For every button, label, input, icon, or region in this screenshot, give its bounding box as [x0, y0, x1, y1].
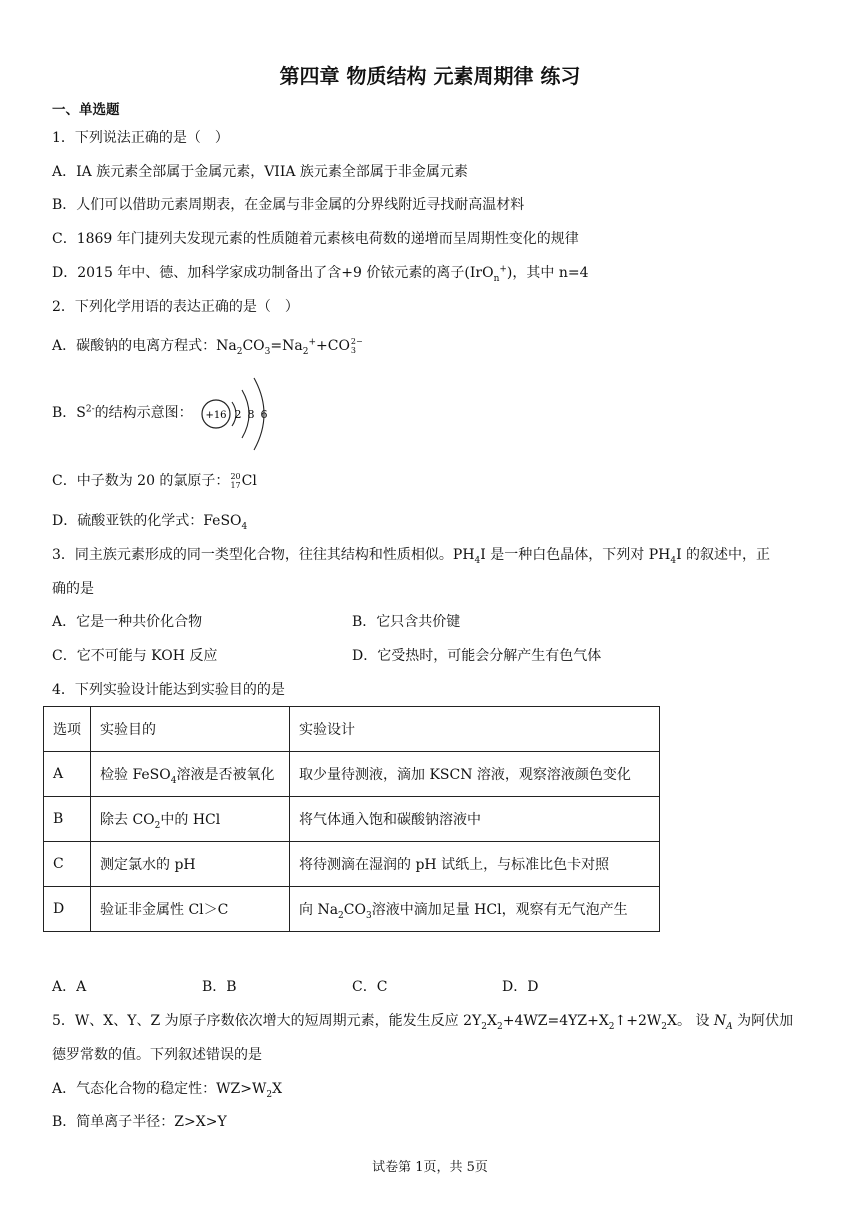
row-option: A [44, 752, 91, 797]
section-heading: 一、单选题 [52, 102, 120, 118]
page-title: 第四章 物质结构 元素周期律 练习 [279, 64, 581, 88]
row-design: 将气体通入饱和碳酸钠溶液中 [290, 797, 660, 842]
q5-option-b: B．简单离子半径：Z>X>Y [52, 1114, 227, 1130]
q2-option-b: B．$S^{2-}$的结构示意图： [52, 404, 193, 421]
q1-stem: 1．下列说法正确的是（ ） [52, 130, 229, 146]
row-option: B [44, 797, 91, 842]
carbonate-charge: 2− 3 [350, 337, 363, 355]
page-footer: 试卷第 1页，共 5页 [372, 1160, 488, 1175]
q4-answer-b: B．B [202, 979, 237, 995]
header-goal: 实验目的 [91, 707, 290, 752]
row-design: 取少量待测液，滴加 KSCN 溶液，观察溶液颜色变化 [290, 752, 660, 797]
row-design: 将待测滴在湿润的 pH 试纸上，与标准比色卡对照 [290, 842, 660, 887]
shell-electrons-2: 8 [247, 408, 255, 421]
q1-option-d: D．2015 年中、德、加科学家成功制备出了含+9 价铱元素的离子(IrO$_n$+)，其中 n=4 [52, 264, 589, 284]
table-row [44, 887, 660, 932]
q5-option-a: A．气态化合物的稳定性：$WZ>W_2X$ [52, 1081, 283, 1100]
q2-option-d: D．硫酸亚铁的化学式：FeSO$_4$ [52, 513, 248, 532]
q2-option-a: A．碳酸钠的电离方程式：$Na_2CO_3=Na_2^++CO$ 2− 3 [52, 337, 363, 357]
shell-electrons-3: 6 [260, 408, 268, 421]
table-row [44, 752, 660, 797]
row-option: C [44, 842, 91, 887]
row-goal: 验证非金属性 Cl＞C [91, 887, 290, 932]
row-design: 向 $Na_2CO_3$溶液中滴加足量 HCl，观察有无气泡产生 [290, 887, 660, 932]
row-goal: 测定氯水的 pH [91, 842, 290, 887]
experiment-table [43, 706, 660, 932]
row-goal: 检验 FeSO$_4$溶液是否被氧化 [91, 752, 290, 797]
row-option: D [44, 887, 91, 932]
nucleus-charge: +16 [205, 410, 227, 421]
q3-option-b: B．它只含共价键 [352, 614, 461, 630]
table-row [44, 797, 660, 842]
table-header-row [44, 707, 660, 752]
q1-option-a: A．IA 族元素全部属于金属元素，VIIA 族元素全部属于非金属元素 [52, 164, 468, 180]
row-goal: 除去 $CO_2$中的 HCl [91, 797, 290, 842]
q1-option-b: B．人们可以借助元素周期表，在金属与非金属的分界线附近寻找耐高温材料 [52, 197, 525, 213]
shell-electrons-1: 2 [234, 408, 242, 421]
q4-answer-a: A．A [52, 979, 87, 995]
q3-option-c: C．它不可能与 KOH 反应 [52, 648, 218, 664]
table-row [44, 842, 660, 887]
q5-stem-line2: 德罗常数的值。下列叙述错误的是 [52, 1047, 262, 1063]
q3-stem-line1: 3．同主族元素形成的同一类型化合物，往往其结构和性质相似。$PH_4I$ 是一种白色晶体，下列对 $PH_4I$ 的叙述中，正 [52, 547, 771, 566]
header-option: 选项 [44, 707, 91, 752]
q2-stem: 2．下列化学用语的表达正确的是（ ） [52, 299, 299, 315]
q4-answer-c: C．C [352, 979, 388, 995]
header-design: 实验设计 [290, 707, 660, 752]
q5-stem-line1: 5．W、X、Y、Z 为原子序数依次增大的短周期元素，能发生反应 $2Y_2X_2+4WZ=4YZ+X_2↑+2W_2X$。 设 $N_A$ 为阿伏加 [52, 1013, 794, 1032]
q3-stem-line2: 确的是 [52, 581, 94, 597]
q2-option-c: C．中子数为 20 的氯原子： 20 17 Cl [52, 472, 257, 490]
nuclide-numbers: 20 17 [230, 472, 241, 490]
q4-answer-d: D．D [502, 979, 539, 995]
q3-option-a: A．它是一种共价化合物 [52, 614, 203, 630]
q1-option-c: C．1869 年门捷列夫发现元素的性质随着元素核电荷数的递增而呈周期性变化的规律 [52, 231, 579, 247]
sulfur-ion-structure-diagram [198, 376, 278, 452]
q4-stem: 4．下列实验设计能达到实验目的的是 [52, 682, 285, 698]
q3-option-d: D．它受热时，可能会分解产生有色气体 [352, 648, 602, 664]
